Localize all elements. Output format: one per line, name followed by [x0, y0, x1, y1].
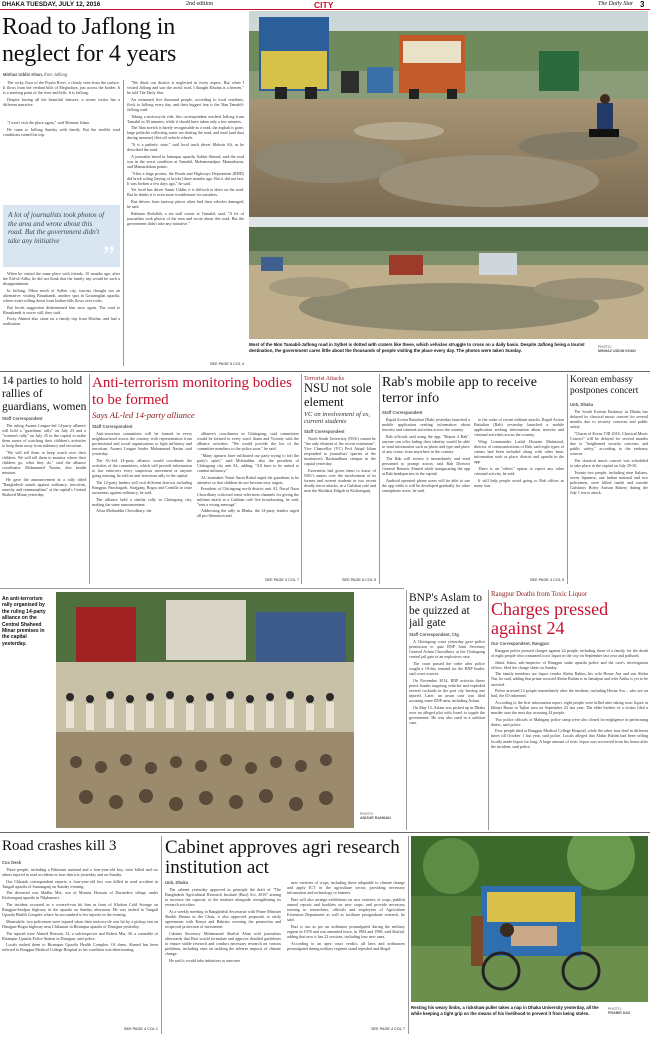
- paragraph: The family members are liquor vendor Abdur Rahim, his wife Hosne Ara and son Abdur Nur, he said, adding that prime accused Abdur Rahim is in Jamalpur and wife Anika is yet to be arrested.: [491, 671, 648, 687]
- paragraph: He came to Jaflong Sunday with family. But the terrible road conditions ruined his trip.: [3, 126, 120, 137]
- paragraph: But locals suggestion disheartened him once again. The road to Bisnakandi is worse still, they said.: [3, 304, 120, 315]
- rickshaw-photo-credit: [608, 1007, 648, 1016]
- crash-body: [2, 867, 158, 1025]
- paragraph: Anti-terrorism committees will be formed in every neighbourhood across the country with representation from professional and social organisations to fight militancy and terrorism, Awami League leader Mohammad Nasim said yesterday.: [92, 431, 192, 457]
- rally-photo: [56, 592, 354, 828]
- paragraph: Footy Ahmed also came on a family trip from Khulna, and had a realisation.: [3, 316, 120, 327]
- paragraph: Rab officials said using the app, "Report 2 Rab", anyone can offer hiding their identity would be able to send information such as photo and type and place of any crime, from anywhere in the country.: [382, 433, 470, 455]
- paragraph: Android operated phone users will be able to use the app while it will be developed gradually for other smartphone users, he said.: [382, 477, 470, 493]
- paragraph: The alliance held a similar rally in Chittagong city, making the same announcement.: [92, 496, 192, 507]
- nsu-kicker: Terrorist Attacks: [304, 376, 345, 382]
- paragraph: The injured were Ahmed Hossain, 32, a sub-inspector and Robert Mia, 40, a constable of Birampur Upazila Police Station in Dinajpur, said police.: [2, 930, 158, 941]
- road-photo-trucks: [249, 11, 648, 217]
- antiterror-column-2: [197, 431, 299, 576]
- page-number: 3: [640, 0, 645, 9]
- paragraph: On May 15, Aslam was picked up in Dhaka over an alleged plot with Israel to topple the government. He was also sued in a sedition case.: [409, 704, 485, 725]
- paragraph: On November 2014, BNP activists threw petrol bombs targeting vehicles and exploded several cocktails in the port city leaving one injured. Later, an arson case was filed accusing some BNP men, including Aslam.: [409, 677, 485, 704]
- credit-name: ANISUR RAHMAN: [360, 816, 391, 821]
- paragraph: He gave the announcement at a rally titled "Bangladesh stands against militancy, terrorism, anarchy and communalism" at the capital's Central Shaheed Minar yesterday.: [2, 476, 86, 498]
- nsu-headline: NSU not sole element: [304, 382, 372, 409]
- section-divider: [0, 371, 650, 372]
- section-label: CITY: [314, 0, 334, 10]
- paragraph: Cabinet Secretary Mohammad Shafiul Alam told journalists afterwards that Bari would formulate and approve detailed guidelines to ensure stable research and conduct necessary research on various problems, including ones on tackling the adverse impacts of climate change.: [165, 930, 281, 957]
- paragraph: He said it would take initiatives to innovate: [169, 957, 241, 963]
- rab-byline: Staff Correspondent: [382, 410, 423, 415]
- antiterror-column-1: [92, 431, 192, 583]
- brand-logo: The Daily Star: [598, 1, 634, 7]
- paragraph: Police arrested 12 people immediately after the incident, including Hosne Ara – who are on bail, the IO informed.: [491, 688, 648, 699]
- paragraph: When he visited the same place with friends, 10 months ago, after the Eid-ul-Adha, he did not think that the family trip would be such a disappointment.: [3, 271, 120, 287]
- header-edition: 2nd edition: [186, 1, 214, 7]
- korea-headline: Korean embassy postpones concert: [570, 375, 639, 396]
- paragraph: Locals rushed them to Birampur Upazila Health Complex. Of them, Ahmed has been referred to Rangpur Medical College Hospital as his condition was deteriorating.: [2, 942, 158, 953]
- antiterror-subhead: Says AL-led 14-party alliance: [92, 410, 195, 420]
- paragraph: Bari is run as per an ordinance promulgated during the military regime in 1976 and was amended twice, in 1984 and 1996, said Shafiul, adding that now it has 22 sections, including four new ones.: [287, 923, 405, 939]
- rally-photo-image: [56, 592, 354, 828]
- paragraph: to the wake of recent militant attacks. Rapid Action Battalion (Rab) yesterday launched a mobile application seeking information about terrorist and criminal activities across the country.: [474, 417, 564, 438]
- paragraph: The 5km stretch is barely recognisable as a road, the asphalt is gone, large potholes collecting water are dotting the road, and mud (and dust during summer) flies off vehicle wheels.: [127, 125, 244, 141]
- paragraph: alliance's coordinator in Chittagong, said committees would be formed in every ward, thana and Vicinity with the alliance activities. "We would provide the list of the committee members to the police soon," he said.: [197, 431, 299, 452]
- paragraph: The cabinet yesterday approved in principle the draft of "The Bangladesh Agricultural Research Institute (Bari) Act, 2016" aiming to increase the capacity of the institute alongside strengthening its research activities.: [165, 887, 281, 908]
- paragraph: Wing Commander Lutful Hossain Mahmood, director of communications of Rab, said eight types of crimes had been included along with other basic information such as place, district and upazila in the app.: [474, 438, 564, 465]
- paragraph: Bari will also arrange exhibitions on new varieties of crops, publish annual reports and booklets on new crops, and provide necessary training to researchers, officials and employees of Agriculture Extension Department as well as facilitate postgraduate research, he said.: [287, 896, 405, 923]
- column-rule: [123, 80, 124, 366]
- paragraph: The South Korean Embassy in Dhaka has delayed its classical music concert for several months due to security concerns and public safety.: [570, 409, 648, 430]
- antiterror-byline: Staff Correspondent: [92, 424, 133, 429]
- paragraph: AL lawmaker Nurul Amin Ruhul urged the guardians to be attentive so that children do not become easy targets.: [197, 474, 299, 485]
- paragraph: Rangpur police pressed charges against 24 people, including those of a family, for the death of eight people who consumed toxic liquor in the city on September last year and polluted.: [491, 648, 648, 659]
- paragraph: According to the first information report, eight people were killed after taking toxic liquor at Ikhtari Bazar in Tajhat area on September 23 last year. The elder brother of a victim filed a murder case the next day accusing 24 people.: [491, 699, 648, 716]
- paragraph: There is an "others" option to report any other criminal activity, he said.: [474, 465, 564, 476]
- column-rule: [301, 374, 302, 584]
- column-rule: [161, 836, 162, 1034]
- jaflong-column-2: [127, 80, 244, 362]
- parties-byline: Staff Correspondent: [2, 416, 43, 421]
- crash-headline: Road crashes kill 3: [2, 838, 117, 854]
- paragraph: The AL-led 14-party alliance would coordinate the activities of the committees, which will provide information to law enforcers every suspicious movement or anyone going missing, he told an anti-terrorism rally in the capital.: [92, 457, 192, 479]
- parties-headline: 14 parties to hold rallies of guardians, women: [2, 375, 87, 413]
- column-rule: [488, 590, 489, 830]
- aslam-byline: Staff Correspondent, Ctg: [409, 632, 459, 637]
- paragraph: Taking a motorcycle ride, this correspondent reached Jaflong from Tamabil in 30 minutes, while it should have taken only a few minutes.: [127, 113, 244, 124]
- paragraph: The incident occurred as a covered-van hit him in front of Khokon Cold Storage on Rangpur-Saidpur highway in the upazila on Sunday afternoon. He was rushed to Tangail Upazila Health Complex where he succumbed to his injuries in the evening.: [2, 902, 158, 918]
- aslam-headline: BNP's Aslam to be quizzed at jail gate: [409, 592, 483, 629]
- korea-body: [570, 409, 648, 583]
- rickshaw-photo-image: [411, 836, 648, 1002]
- jump-line[interactable]: SEE PAGE 4 COL 7: [265, 578, 299, 582]
- rangpur-headline: Charges pressed against 24: [491, 600, 609, 638]
- paragraph: A Chittagong court yesterday gave police permission to quiz BNP Joint Secretary General Aslam Chowdhury at the Chittagong central jail gate in an explosives case.: [409, 639, 485, 660]
- paragraph: Three people, including a Pakistani national and a four-year-old boy, were killed and six others injured in road accidents in four districts yesterday and on Sunday.: [2, 867, 158, 878]
- korea-byline: Unb, Dhaka: [570, 402, 594, 407]
- paragraph: Twenty-two people, including nine Italians, seven Japanese, one Indian national and two policemen, were killed inside and outside Gulshan's Holey Artisan Bakery during the July 1 terror attack.: [570, 469, 648, 495]
- jump-line[interactable]: SEE PAGE 6 COL 4: [210, 362, 244, 366]
- byline-name: Minhaz Uddin Khan,: [3, 72, 44, 77]
- jaflong-column-1b: [3, 120, 120, 202]
- paragraph: Extremists had given them to know of NSU's names over the involvement of its former and current students in two recent deadly terror attacks, in a Gulshan café and near the Sholakia Eidgah in Kishoreganj.: [304, 468, 376, 494]
- paragraph: The ruling Awami League-led 14-party alliance will hold a "guardians' rally" on July 23 and a "women's rally" on July 25 in the capital to make them aware of watching their children's activities to keep them away from militancy and terrorism.: [2, 423, 86, 449]
- paragraph: The 14-party leaders will visit different districts including Rangpur, Panchagarh, Sirajganj, Bogra and Comilla to raise awareness against militancy, he said.: [92, 479, 192, 496]
- cabinet-column-2: [287, 880, 405, 1026]
- paragraph: The court passed the order after police sought a 10-day remand for the BNP leader, said court sources.: [409, 660, 485, 677]
- road-photo-crater: [249, 217, 648, 339]
- nsu-subhead: VC on involvement of ex, current students: [304, 411, 371, 426]
- rab-column-2: [474, 417, 564, 577]
- paragraph: "We will tell them to keep watch over their children. We will tell them to monitor where their children go, what they do," said the alliance coordinator Mohammed Nasim, also health minister.: [2, 449, 86, 476]
- byline-place: from Jaflong: [44, 72, 68, 77]
- paragraph: Meanwhile, two policemen were injured when their motorcycle was hit by a pickup van on Dinajpur-Bogra highway near Chilamari in Birampur upazila of Dinajpur yesterday.: [2, 918, 158, 929]
- paragraph: The deceased was Madhu Mia, son of Montaz Hossain of Durandevi village under Kishoreganj upazila in Nilphamari.: [2, 890, 158, 901]
- rangpur-body: [491, 648, 648, 828]
- jump-line[interactable]: SEE PAGE 4 COL 1: [124, 1027, 158, 1031]
- aslam-body: [409, 639, 485, 827]
- page-header: [0, 0, 650, 10]
- jaflong-column-1c: [3, 271, 120, 367]
- jump-line[interactable]: SEE PAGE 4 COL 5: [530, 578, 564, 582]
- paragraph: Afsar Mohiuddin Chowdhury, the: [96, 508, 152, 514]
- paragraph: Rapid Action Battalion (Rab) yesterday launched a mobile application seeking information about terrorist and criminal activities across the country.: [382, 417, 470, 433]
- jaflong-column-1: [3, 80, 120, 120]
- paragraph: President of Chittagong north district unit AL Nurul Nazu Chowdhury criticised some television channels for giving the militant attack at a Gulshan café live broadcasting, he said, "sent a wrong message".: [197, 486, 299, 507]
- paragraph: Rahman Abdullah, a tea stall owner at Tamabil, said, "A lot of journalists took photos of the area and wrote about this road. But the government didn't take any initiative.": [127, 210, 244, 226]
- pullquote-box: [3, 205, 120, 267]
- jaflong-byline: [3, 72, 123, 77]
- header-dateline: DHAKA TUESDAY, JULY 12, 2016: [2, 1, 101, 8]
- paragraph: A journalist based in Jaintapur upazila, Sabbir Ahmed, said the road was in the worst condition at Tamabil, Mohammadpur, Mamarbazar, and Mamardokan points.: [127, 153, 244, 169]
- paragraph: The classical music concert was scheduled to take place in the capital on July 29-30.: [570, 457, 648, 468]
- paragraph: Our Chhatak correspondent reports, a four-year-old boy was killed in road accident in Tangail upazila of Sunamganj on Sunday evening.: [2, 878, 158, 889]
- nsu-byline: Staff Correspondent: [304, 429, 345, 434]
- credit-label: PHOTO:: [608, 1007, 622, 1011]
- section-divider: [0, 588, 404, 589]
- section-divider: [0, 832, 650, 833]
- column-rule: [89, 374, 90, 584]
- quote-mark-icon: ”: [103, 241, 115, 267]
- paragraph: "It is a pathetic state," said local truck driver Mohsin Ali, as he described the road.: [127, 142, 244, 153]
- paragraph: "Charm of Korea VIII 2016: Classical Music Concert" will be delayed for several months due to "heightened security concerns and public safety," according to the embassy sources.: [570, 430, 648, 457]
- rab-headline: Rab's mobile app to receive terror info: [382, 375, 537, 406]
- rickshaw-photo: [411, 836, 648, 1002]
- paragraph: "We think our district is neglected in every aspect. But when I visited Jaflong and saw the awful road, I thought Khulna is a heaven," he told The Daily Star.: [127, 80, 244, 96]
- paragraph: The Rab will review it immediately and send personnel to prompt action, said Rab Director General Benazir Ahmed while inaugurating the app at Rab headquarters in the capital.: [382, 455, 470, 476]
- paragraph: The rocky floor of the Piyain River, a clearly seen from the surface. It flows from the verdant hills of Meghalaya, just across the border. It is a meeting point of the river and hills. It is Jaflong.: [3, 80, 120, 96]
- paragraph: In Jaflong, 56km north of Sylhet city, tourists thought out an alternative: visiting Bisnakandi, another spot in Gowainghat upazila, where water rolling down from Indian hills flows over rocks.: [3, 287, 120, 303]
- paragraph: Bus drivers from faraway places often find their vehicles damaged, he said.: [127, 198, 244, 210]
- jump-line[interactable]: SEE PAGE 6 COL 5: [342, 578, 376, 582]
- rab-column-1: [382, 417, 470, 583]
- cabinet-byline: Unb, Dhaka: [165, 880, 189, 885]
- pullquote-text: A lot of journalists took photos of the area and wrote about this road. But the government didn't take any initiative: [8, 211, 105, 246]
- paragraph: Yet local bus driver Samir Uddin, it is difficult to drive on the road. But he thinks it is even more troublesome for outsiders.: [127, 187, 244, 198]
- paragraph: Four people died at Rangpur Medical College Hospital, while the other four died in different times till October 1 last year, said police. Locals alleged that Abdur Rahim had been selling locally made liquor for long. A large amount of toxic liquor was recovered from his house after the incident, said police.: [491, 728, 648, 749]
- paragraph: According to an apex court verdict, all laws and ordinances promulgated during military regimes stand repealed and illegal: [287, 940, 405, 951]
- antiterror-headline: Anti-terrorism monitoring bodies to be formed: [92, 375, 292, 408]
- crash-byline: Cox Desk: [2, 860, 22, 865]
- paragraph: "Many upstarts have infiltrated our party trying to foil the party's spirit," said Mohiuddin, also the president of Chittagong city unit AL, adding, "All have to be united to combat militancy.": [197, 452, 299, 474]
- nsu-body: [304, 436, 376, 576]
- rally-caption: An anti-terrorism rally organised by the ruling 14-party alliance on the Central Shaheed Minar premises in the capital yesterday.: [2, 596, 46, 647]
- credit-label: PHOTO:: [598, 345, 612, 349]
- paragraph: It will help people avoid going to Rab offices as many fear: [474, 477, 564, 488]
- column-rule: [406, 590, 407, 830]
- paragraph: Two police officials of Mahiganj police camp were also closed for negligence in performing duties, said police.: [491, 716, 648, 727]
- paragraph: "After a huge protest, the Roads and Highways Department (RHD) did brick soling [laying of bricks] three months ago. But it did not last. It was broken a few days ago," he said.: [127, 170, 244, 186]
- credit-name: PRABIR DAS: [608, 1011, 631, 1016]
- paragraph: North South University (NSU) cannot be "the only element of the recent extremism", Vice Chancellor (VC) Prof Atiqul Islam responded to journalists' queries at the institution's Bashundhara campus in the capital yesterday.: [304, 436, 376, 467]
- paragraph: At a weekly meeting in Bangladesh Secretariat with Prime Minister Sheikh Hasina in the Chair, it also approved proposals to ratify agreements with Kenya and Bahrain covering the promotion and reciprocal protection of investment.: [165, 908, 281, 930]
- paragraph: new varieties of crops, including those adaptable to climate change and apply ICT in the agriculture sector, providing necessary information and technology to farmers.: [287, 880, 405, 896]
- jump-line[interactable]: SEE PAGE 4 COL 7: [371, 1027, 405, 1031]
- rangpur-byline: Our Correspondent, Rangpur: [491, 641, 550, 646]
- road-photo-crater-image: [249, 217, 648, 339]
- credit-label: PHOTO:: [360, 812, 374, 816]
- paragraph: "I won't visit the place again," said Momtaz Islam.: [7, 120, 90, 125]
- paragraph: Addressing the rally in Dhaka, the 14-party leaders urged all pro-liberation and: [197, 508, 299, 519]
- paragraph: An estimated five thousand people, according to local residents, flock to Jaflong every day, and their biggest fear is the 5km Tamabil-Jaflong road.: [127, 96, 244, 112]
- paragraph: Despite having all the beautiful features, a recent visitor has a different narrative.: [3, 96, 120, 107]
- column-rule: [408, 836, 409, 1034]
- paragraph: Jalaul Islam, sub-inspector of Rangpur sadar upazila police and the case's investigation officer, filed the charge sheet on Sunday.: [491, 659, 648, 670]
- rangpur-kicker: Rangpur Deaths from Toxic Liquor: [491, 591, 588, 598]
- cabinet-headline: Cabinet approves agri research institution act: [165, 838, 400, 878]
- parties-body: [2, 423, 86, 583]
- rally-photo-credit: [360, 812, 402, 821]
- column-rule: [567, 374, 568, 584]
- jaflong-photo-credit: [598, 345, 648, 354]
- column-rule: [379, 374, 380, 584]
- credit-name: MINHAZ UDDIN KHAN: [598, 349, 636, 354]
- jaflong-headline: Road to Jaflong in neglect for 4 years: [2, 14, 177, 67]
- jaflong-photo-caption: Most of the 5km Tamabil-Jaflong road in Sylhet is dotted with craters like these, which vehicles struggle to cross on a daily basis. Despite Jaflong being a tourist destination, the government cares little about the thousands of people visiting the place every day. The photos were taken Sunday.: [249, 342, 585, 353]
- cabinet-column-1: [165, 887, 281, 1032]
- rickshaw-caption: Resting his weary limbs, a rickshaw puller takes a nap in Dhaka University yesterday, all the while keeping a tight grip on the means of his livelihood to prevent it from being stolen.: [411, 1005, 599, 1016]
- road-photo-trucks-image: [249, 11, 648, 217]
